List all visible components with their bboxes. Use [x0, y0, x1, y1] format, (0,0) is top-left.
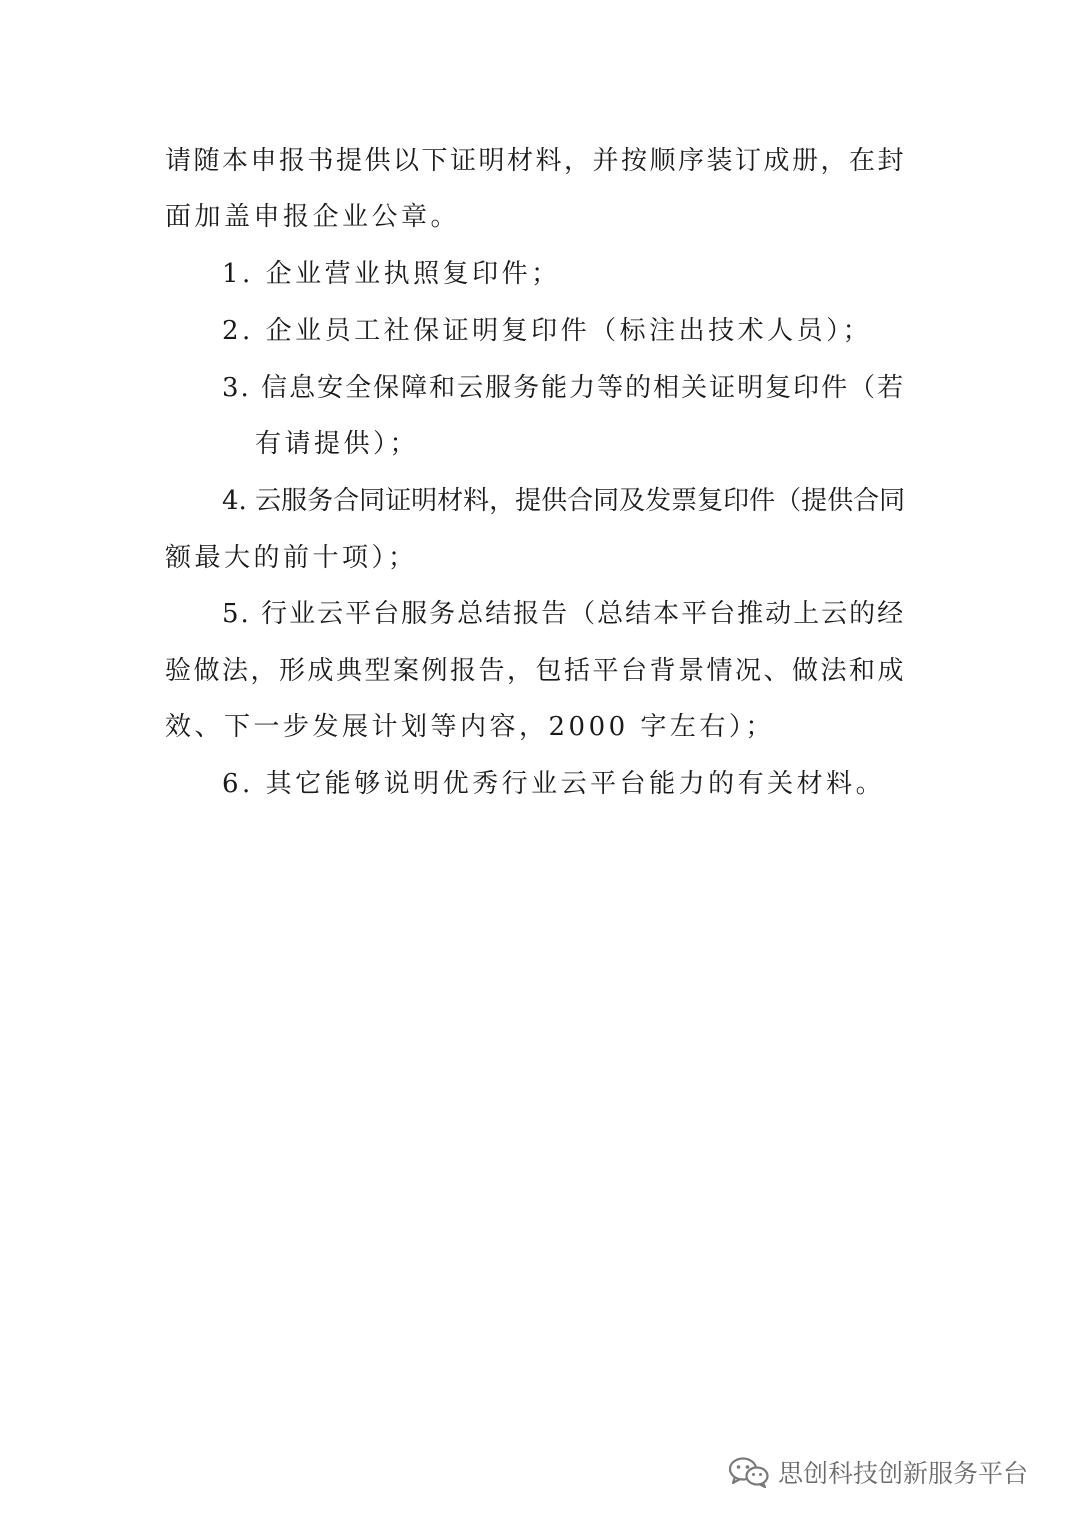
intro-line-1: 请随本申报书提供以下证明材料，并按顺序装订成册，在封 — [165, 146, 907, 176]
list-item-5-continued-1: 验做法，形成典型案例报告，包括平台背景情况、做法和成 — [165, 656, 907, 686]
list-item-4: 4. 云服务合同证明材料，提供合同及发票复印件（提供合同 — [222, 486, 906, 516]
wechat-icon — [728, 1456, 770, 1488]
watermark-text: 思创科技创新服务平台 — [778, 1459, 1029, 1488]
list-item-3: 3. 信息安全保障和云服务能力等的相关证明复印件（若 — [222, 373, 906, 403]
list-item-6: 6. 其它能够说明优秀行业云平台能力的有关材料。 — [222, 769, 886, 799]
intro-line-2: 面加盖申报企业公章。 — [165, 202, 461, 232]
watermark — [728, 1454, 1028, 1490]
list-item-5: 5. 行业云平台服务总结报告（总结本平台推动上云的经 — [222, 599, 906, 629]
list-item-4-continued: 额最大的前十项）； — [165, 543, 418, 573]
list-item-3-continued: 有请提供）； — [255, 429, 420, 459]
list-item-2: 2. 企业员工社保证明复印件（标注出技术人员）； — [222, 316, 873, 346]
list-item-5-continued-2: 效、下一步发展计划等内容，2000 字左右）； — [165, 712, 775, 742]
list-item-1: 1. 企业营业执照复印件； — [222, 259, 561, 289]
